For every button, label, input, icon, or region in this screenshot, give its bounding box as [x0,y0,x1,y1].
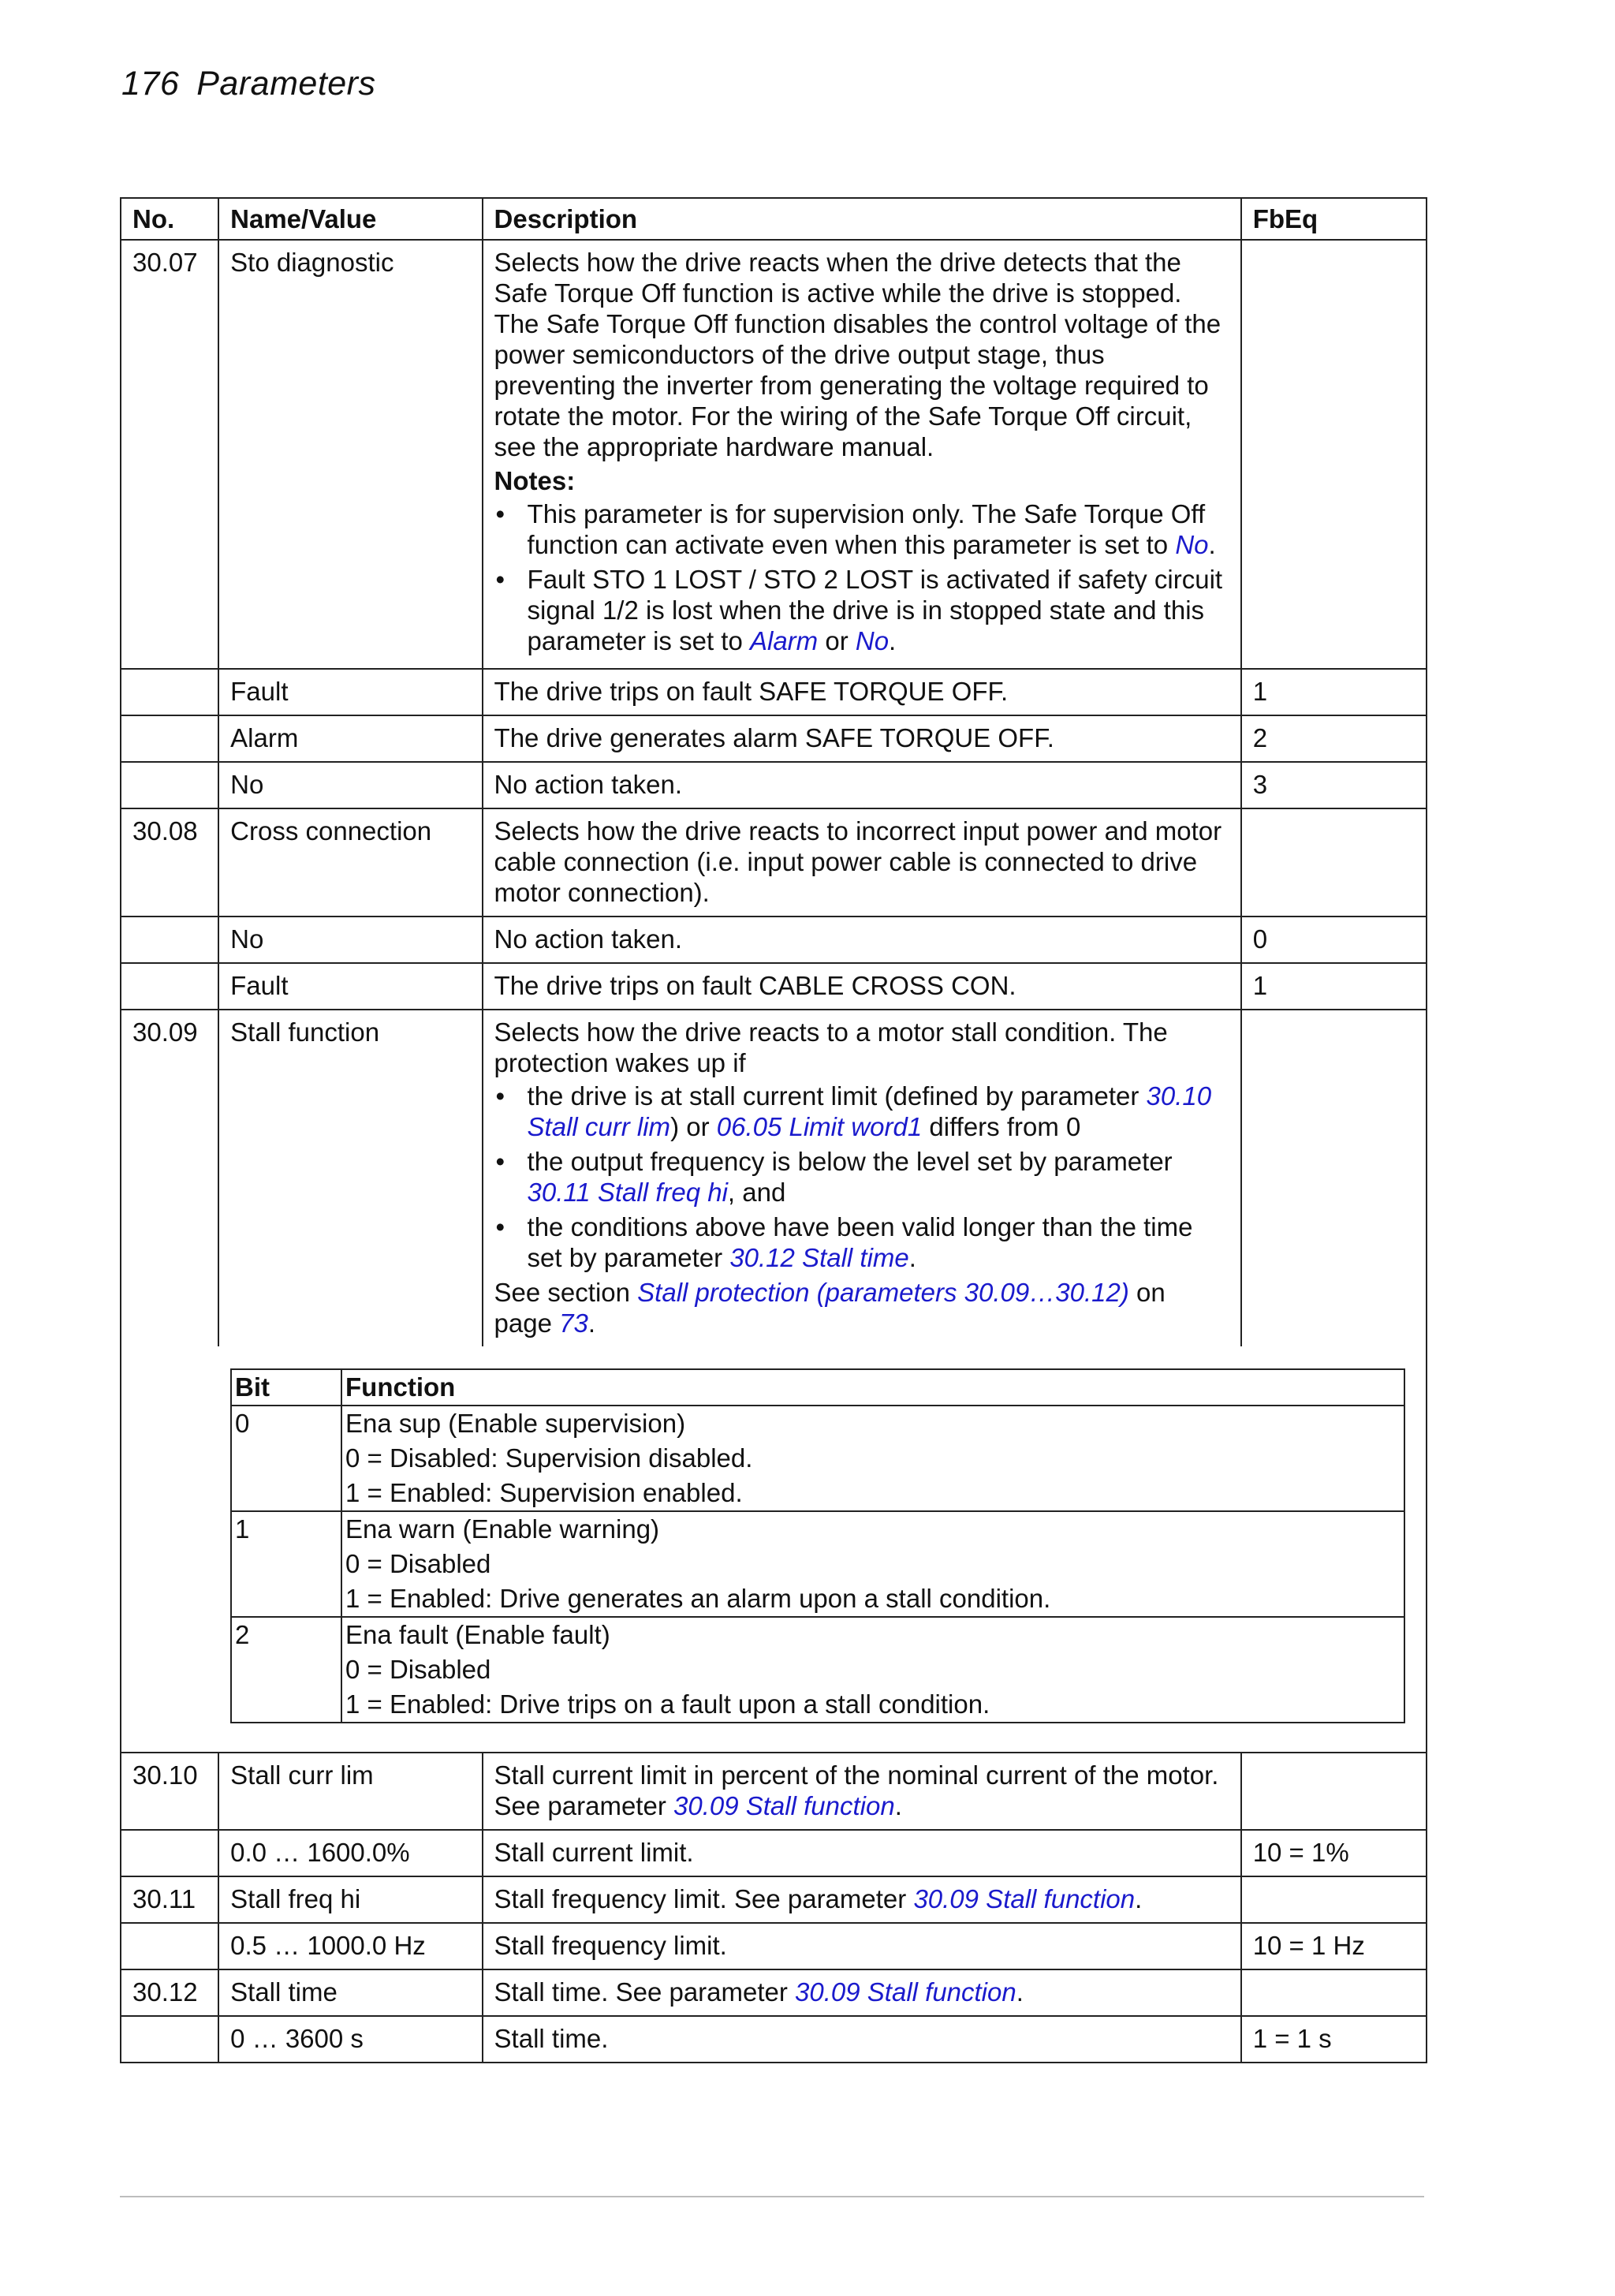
condition-text: the drive is at stall current limit (defined by parameter [527,1081,1147,1111]
param-no: 30.07 [121,240,218,669]
param-link-3012[interactable]: 30.12 Stall time [729,1243,909,1272]
col-header-fbeq: FbEq [1241,198,1427,240]
function-header: Function [341,1369,1404,1406]
bit-value-0: 0 = Disabled [345,1655,491,1684]
param-fbeq [1241,808,1427,917]
param-row-3010 [121,1753,1427,1830]
param-description [483,1969,1241,2016]
bit-number: 2 [231,1617,341,1723]
value-row [121,917,1427,963]
param-name: Stall function [218,1010,482,1346]
condition-item [494,1146,1229,1208]
page-link[interactable]: 73 [559,1309,588,1338]
bit-function-name: Ena warn (Enable warning) [345,1514,660,1544]
bit-row [231,1511,1404,1617]
value-description: Stall time. [483,2016,1241,2063]
param-description: Selects how the drive reacts to incorrect input power and motor cable connection (i.e. input power cable is connected to drive motor connection). [483,808,1241,917]
param-link-3009[interactable]: 30.09 Stall function [795,1977,1016,2007]
value-name: 0 … 3600 s [218,2016,482,2063]
notes-title: Notes: [494,466,576,495]
bit-row [231,1617,1404,1723]
condition-text: . [908,1243,916,1272]
condition-item [494,1211,1229,1273]
bit-header: Bit [231,1369,341,1406]
condition-text: the output frequency is below the level set by parameter [527,1147,1173,1176]
value-description: Stall current limit. [483,1830,1241,1876]
bit-function [341,1511,1404,1617]
see-text: on page [494,1278,1166,1338]
param-row-3007 [121,240,1427,669]
value-fbeq: 10 = 1% [1241,1830,1427,1876]
param-fbeq [1241,240,1427,669]
bit-table-header [231,1369,1404,1406]
condition-text: differs from 0 [922,1112,1081,1141]
value-name: 0.0 … 1600.0% [218,1830,482,1876]
description-text: Selects how the drive reacts to a motor stall condition. The protection wakes up if [494,1017,1168,1077]
value-fbeq: 10 = 1 Hz [1241,1923,1427,1969]
condition-text: the conditions above have been valid longer than the time set by parameter [527,1212,1193,1272]
param-name: Stall curr lim [218,1753,482,1830]
footer-divider [120,2196,1424,2197]
see-text: See section [494,1278,638,1307]
param-link-3010[interactable]: 30.10 Stall curr lim [527,1081,1212,1141]
value-name: No [218,917,482,963]
col-header-description: Description [483,198,1241,240]
param-link-3011[interactable]: 30.11 Stall freq hi [527,1178,728,1207]
value-description: The drive trips on fault CABLE CROSS CON. [483,963,1241,1010]
page-number: 176 [121,65,180,103]
condition-item [494,1081,1229,1142]
bit-function [341,1617,1404,1723]
value-fbeq: 1 = 1 s [1241,2016,1427,2063]
param-no: 30.09 [121,1010,218,1346]
section-title: Parameters [196,65,376,103]
param-link-3009[interactable]: 30.09 Stall function [913,1884,1136,1913]
value-row [121,1923,1427,1969]
bit-function-name: Ena sup (Enable supervision) [345,1409,686,1438]
col-header-name: Name/Value [218,198,482,240]
value-fbeq: 3 [1241,762,1427,808]
value-row [121,762,1427,808]
value-description: No action taken. [483,917,1241,963]
value-description: The drive trips on fault SAFE TORQUE OFF. [483,669,1241,715]
bit-value-1: 1 = Enabled: Supervision enabled. [345,1478,743,1507]
value-name: No [218,762,482,808]
value-row [121,963,1427,1010]
notes-list [494,498,1229,656]
value-description: The drive generates alarm SAFE TORQUE OFF. [483,715,1241,762]
description-text: Selects how the drive reacts when the drive detects that the Safe Torque Off function is active while the drive is stopped. The Safe Torque Off function disables the control voltage of the power semiconductors of the drive output stage, thus preventing the inverter from generating the voltage required to rotate the motor. For the wiring of the Safe Torque Off circuit, see the appropriate hardware manual. [494,248,1222,461]
value-name: Fault [218,963,482,1010]
param-description [483,240,1241,669]
see-section-text [494,1277,1229,1338]
note-end: . [1208,530,1216,559]
section-link-stall-protection[interactable]: Stall protection (parameters 30.09…30.12) [637,1278,1129,1307]
value-name: Alarm [218,715,482,762]
value-description: Stall frequency limit. [483,1923,1241,1969]
param-name: Stall freq hi [218,1876,482,1923]
value-fbeq: 1 [1241,669,1427,715]
value-name: 0.5 … 1000.0 Hz [218,1923,482,1969]
param-row-3012 [121,1969,1427,2016]
value-description: No action taken. [483,762,1241,808]
note-item [494,498,1229,560]
description-end: . [1135,1884,1143,1913]
bit-number: 1 [231,1511,341,1617]
note-end: . [889,626,897,655]
param-no: 30.10 [121,1753,218,1830]
value-link-alarm[interactable]: Alarm [749,626,819,655]
param-name: Cross connection [218,808,482,917]
condition-text: , and [727,1178,786,1207]
param-no: 30.08 [121,808,218,917]
param-name: Sto diagnostic [218,240,482,669]
value-row [121,669,1427,715]
value-link-no[interactable]: No [855,626,890,655]
bit-function [341,1406,1404,1511]
param-link-3009[interactable]: 30.09 Stall function [673,1791,895,1820]
param-link-0605[interactable]: 06.05 Limit word1 [716,1112,923,1141]
bit-function-table [230,1368,1405,1723]
col-header-no: No. [121,198,218,240]
param-description [483,1753,1241,1830]
note-text: This parameter is for supervision only. The Safe Torque Off function can activate even when this parameter is set to [527,499,1206,559]
param-no: 30.12 [121,1969,218,2016]
note-text: or [818,626,856,655]
value-row [121,715,1427,762]
param-fbeq [1241,1753,1427,1830]
param-fbeq [1241,1876,1427,1923]
value-row [121,2016,1427,2063]
param-description [483,1010,1241,1346]
value-row [121,1830,1427,1876]
condition-list [494,1081,1229,1273]
bit-number: 0 [231,1406,341,1511]
value-fbeq: 1 [1241,963,1427,1010]
value-fbeq: 0 [1241,917,1427,963]
param-fbeq [1241,1010,1427,1346]
param-row-3009 [121,1010,1427,1346]
bit-row [231,1406,1404,1511]
description-text: Stall time. See parameter [494,1977,796,2007]
bit-table-row [121,1346,1427,1753]
value-fbeq: 2 [1241,715,1427,762]
param-row-3011 [121,1876,1427,1923]
bit-value-0: 0 = Disabled: Supervision disabled. [345,1443,753,1473]
bit-value-1: 1 = Enabled: Drive generates an alarm upon a stall condition. [345,1584,1051,1613]
param-description [483,1876,1241,1923]
bit-value-0: 0 = Disabled [345,1549,491,1578]
param-no: 30.11 [121,1876,218,1923]
value-name: Fault [218,669,482,715]
value-link-no[interactable]: No [1175,530,1209,559]
description-end: . [1016,1977,1024,2007]
param-fbeq [1241,1969,1427,2016]
bit-function-name: Ena fault (Enable fault) [345,1620,610,1649]
description-end: . [894,1791,902,1820]
param-name: Stall time [218,1969,482,2016]
note-item [494,564,1229,656]
description-text: Stall current limit in percent of the nominal current of the motor. See parameter [494,1760,1219,1820]
description-text: Stall frequency limit. See parameter [494,1884,914,1913]
bit-value-1: 1 = Enabled: Drive trips on a fault upon a stall condition. [345,1689,990,1719]
table-header-row [121,198,1427,240]
condition-text: ) or [670,1112,717,1141]
parameter-table [120,197,1427,2063]
see-text: . [587,1309,596,1338]
note-text: Fault STO 1 LOST / STO 2 LOST is activated if safety circuit signal 1/2 is lost when the drive is in stopped state and this parameter is set to [527,565,1223,655]
param-row-3008 [121,808,1427,917]
page-header [121,65,376,103]
